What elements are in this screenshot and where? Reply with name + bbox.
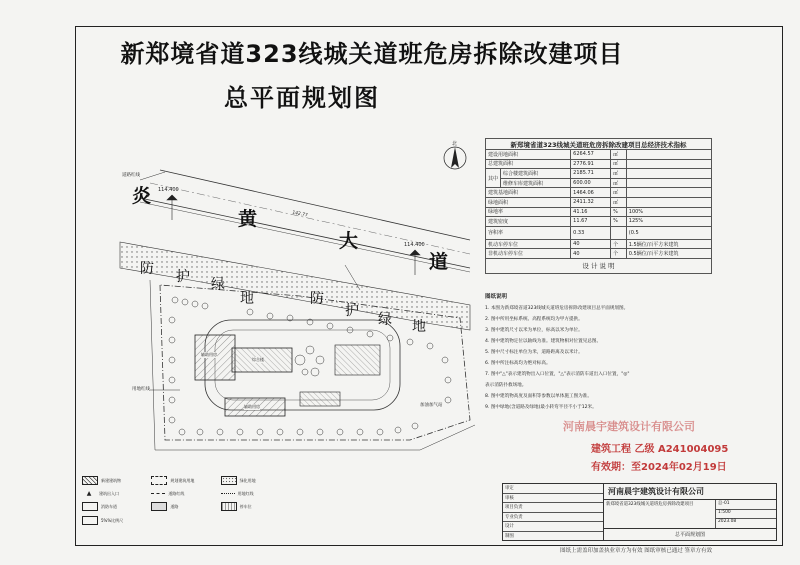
title-block [502,483,777,541]
dim-label: 142.77 [291,210,309,219]
table-row: 机动车停车位 40 个 1.5辆位/百平方米建筑 [486,239,712,249]
green-char-8: 地 [412,319,426,335]
table-row: 建设用地面积 6264.57 ㎡ [486,150,712,160]
note-item: 9. 图中绿地(含道路及绿地)最小转弯半径不小于12米。 [485,405,597,410]
green-char-1: 防 [140,261,154,277]
legend-item: 消防车道 [82,502,143,511]
green-char-6: 护 [345,303,359,319]
note-item: 表示消防扑救场地。 [485,383,527,388]
north-label: 北 [452,141,458,147]
land-line-label: 用地红线 [132,387,150,392]
legend-item: 绿化用地 [221,476,282,485]
note-item: 5. 图中尺寸标注单位为米，道路距离及以米计。 [485,350,583,355]
stamp-line2: 建筑工程 乙级 A241004095 [591,444,729,455]
legend-item: 规划建筑用地 [151,476,212,485]
tech-table-title: 新郑境省道323线城关道班危房拆除改建项目总经济技术指标 [486,139,712,150]
red-line-label: 道路红线 [122,173,140,178]
drawing-scale: 1:500 [718,509,731,515]
stamp-line1: 河南晨宇建筑设计有限公司 [563,420,695,433]
note-item: 7. 图中"△"表示建筑物出入口位置，"△"表示消防车道出入口位置，"◎" [485,372,630,377]
role-row: 制图 [505,533,514,539]
legend-item: 道路红线 [151,490,212,497]
note-item: 1. 本图为新郑境省道323线城关道班危房拆除改建项目总平面规划图。 [485,306,629,311]
table-row: 绿地面积 2411.32 ㎡ [486,197,712,207]
table-row: 绿地率 41.16 % 100% [486,207,712,217]
legend [82,476,282,525]
design-note-header: 设 计 说 明 [486,258,712,273]
note-item: 8. 图中建筑物高度及面积等参数以单体施工图为准。 [485,394,592,399]
company-name: 河南晨宇建筑设计有限公司 [604,484,776,500]
road-char-1: 炎 [132,185,152,207]
bldg-side-label: 辅助用房 [201,352,217,357]
role-row: 项目负责 [503,503,603,513]
legend-item: 道路 [151,502,212,511]
drawing-no: 总-01 [718,501,730,506]
note-item: 3. 图中建筑尺寸以米为单位，标高以米为单位。 [485,328,583,333]
green-char-5: 防 [310,291,324,307]
green-char-7: 绿 [378,312,392,328]
table-row: 建筑基地面积 1464.06 ㎡ [486,188,712,198]
parking-label: 加油加气站 [420,403,443,408]
note-item: 2. 图中所用坐标系统、高程系统均为甲方提供。 [485,317,583,322]
sheet-label: 总平面规划图 [604,528,776,540]
table-row: 总建筑面积 2776.91 ㎡ [486,159,712,169]
green-char-2: 护 [176,269,190,285]
stamp-line3: 有效期：至2024年02月19日 [591,462,727,473]
qualification-stamp [563,418,733,480]
parking-block [335,345,380,375]
drawing-date: 2023.08 [718,519,737,525]
footer-note: 图纸上需盖印加盖执业章方为有效 图纸审核已通过 签章方有效 [560,548,712,554]
document-subtitle: 总平面规划图 [224,84,380,112]
legend-item: 停车位 [221,502,282,511]
role-row: 专业负责 [503,513,603,523]
legend-item: 用地红线 [221,490,282,497]
road-char-2: 黄 [238,208,258,230]
role-row: 审核 [503,494,603,504]
role-row: 审定 [503,484,603,494]
legend-item: 新建建筑物 [82,476,143,485]
green-char-4: 地 [240,291,254,307]
green-char-3: 绿 [211,277,225,293]
elev-label-left: 114.400 [158,187,179,193]
project-name: 新郑境省道323线城关道班危房拆除改建项目 [604,500,716,528]
side-label: 其中 [486,169,501,188]
document-title: 新郑境省道323线城关道班危房拆除改建项目 [120,40,624,68]
bldg-bottom-label: 辅助用房 [244,404,260,409]
road-char-3: 大 [339,230,359,252]
table-row: 其中 综合楼建筑面积 2185.71 ㎡ [486,169,712,179]
legend-item: 5%%比例尺 [82,516,143,525]
table-row: 维修车库建筑面积 600.00 ㎡ [486,178,712,188]
buildings [195,335,380,416]
role-row: 设计 [503,522,603,532]
table-row: 容积率 0.33 (0.5 [486,226,712,239]
table-row: 非机动车停车位 40 个 0.5辆位/百平方米建筑 [486,249,712,259]
tech-table [485,138,712,274]
table-row: 建筑密度 11.67 % 125% [486,217,712,227]
note-item: 4. 图中建筑物定位以轴线为准。建筑物相对位置见总图。 [485,339,602,344]
bldg-main-label: 综合楼 [252,357,264,362]
notes-header: 图纸说明 [485,294,508,300]
legend-item: ▲ 建筑出入口 [86,490,119,497]
elev-label-right: 114.400 [404,242,425,248]
note-item: 6. 图中所注标高均为绝对标高。 [485,361,551,366]
drawing-notes [485,292,700,413]
north-arrow [444,147,466,169]
road-char-4: 道 [429,251,449,273]
